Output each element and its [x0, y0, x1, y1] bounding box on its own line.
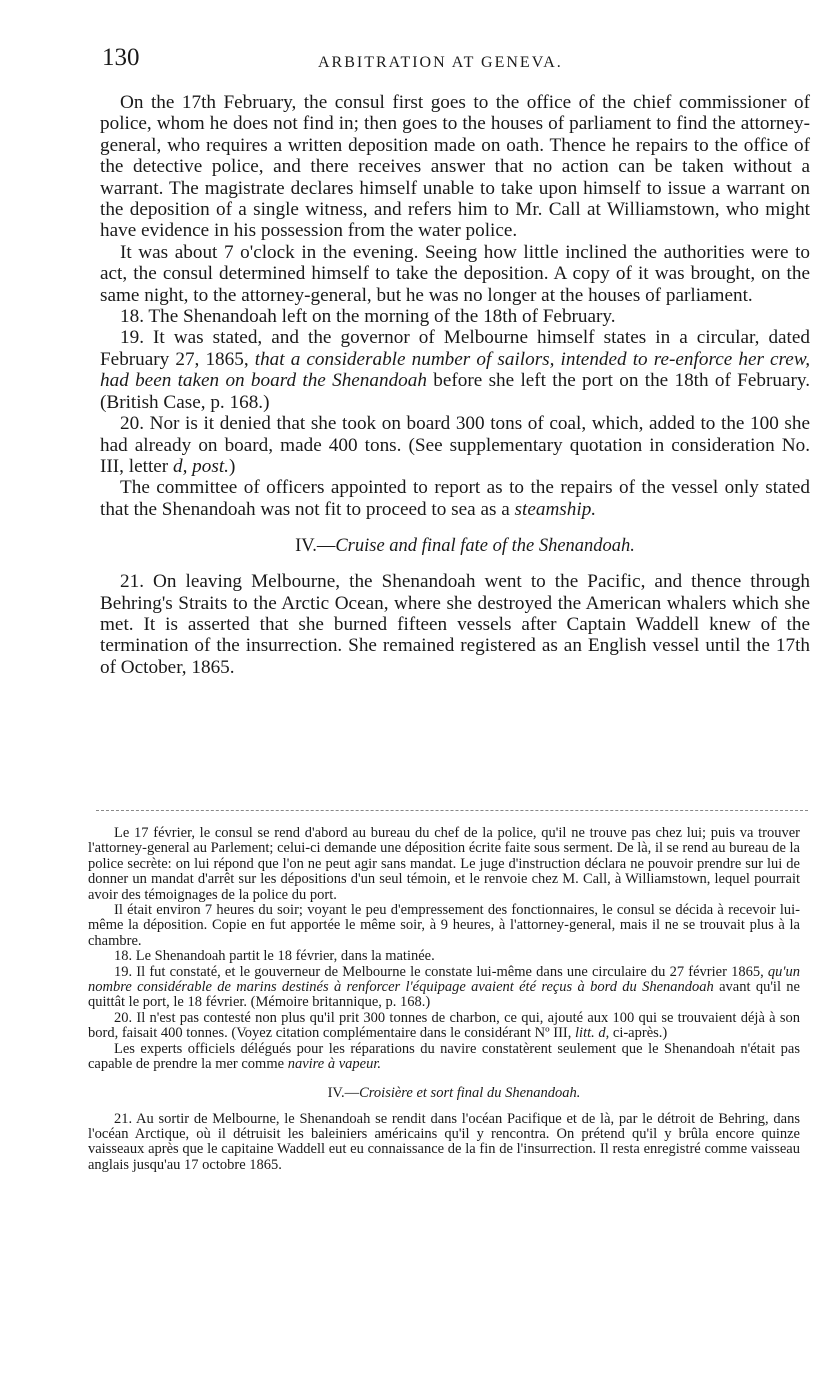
paragraph-text: 19. It was stated, and the governor of Melbourne himself states in a circular, dated February 27, 1865,: [100, 327, 810, 370]
paragraph-text: before she left the port on the 18th of February. (British Case, p. 168.): [100, 370, 810, 413]
paragraph: 21. On leaving Melbourne, the Shenandoah went to the Pacific, and thence through Behring's Straits to the Arctic Ocean, where she destroyed the American whalers which she met. It is asserted that she burned fifteen vessels after Captain Waddell knew of the termination of the insurrection. She remained registered as an English vessel until the 17th of October, 1865.: [100, 571, 810, 678]
italic-quote: qu'un nombre considérable de marins destinés à renforcer l'équipage avaient été reçus à bord du Shenandoah: [88, 963, 800, 996]
paragraph-text: avant qu'il ne quittât le port, le 18 février. (Mémoire britannique, p. 168.): [88, 979, 800, 1011]
paragraph: [100, 477, 810, 520]
italic-reference: litt. d,: [575, 1025, 610, 1042]
paragraph: 18. The Shenandoah left on the morning of the 18th of February.: [120, 306, 616, 328]
paragraph: Le 17 février, le consul se rend d'abord au bureau du chef de la police, qu'il ne trouve pas chez lui; puis va trouver l'attorney-general au Parlement; celui-ci demande une déposition écrite faite sous serment. De là, il se rend au bureau de la police secrète: on lui répond que l'on ne peut agir sans mandat. Le juge d'instruction déclara ne pouvoir prendre sur lui de donner un mandat d'arrêt sur les dépositions d'un seul témoin, et le renvoie chez M. Call, à Williamstown, lequel pourrait avoir des témoignages de la police du port.: [88, 825, 800, 903]
paragraph: 18. Le Shenandoah partit le 18 février, dans la matinée.: [114, 948, 435, 965]
paragraph-text: Les experts officiels délégués pour les réparations du navire constatèrent seulement que le Shenandoah n'était pas capable de prendre la mer comme: [88, 1040, 800, 1073]
french-translation: [88, 826, 800, 1173]
paragraph-text: ): [228, 455, 236, 477]
section-heading: [100, 536, 810, 557]
paragraph: [88, 1042, 800, 1073]
section-title: Cruise and final fate of the Shenandoah.: [335, 536, 635, 557]
section-number: IV.—: [327, 1084, 360, 1101]
italic-word: navire à vapeur.: [287, 1056, 381, 1073]
paragraph: On the 17th February, the consul first goes to the office of the chief commissioner of police, whom he does not find in; then goes to the houses of parliament to find the attorney-general, who requires a written deposition made on oath. Thence he repairs to the office of the detective police, and there receives answer that no action can be taken without a warrant. The magistrate declares himself unable to take upon himself to issue a warrant on the deposition of a single witness, and refers him to Mr. Call at Williamstown, who might have evidence in his possession from the water police.: [100, 92, 810, 242]
page-header: [102, 44, 808, 80]
separator-rule: [96, 810, 808, 811]
italic-word: steamship.: [514, 498, 597, 520]
paragraph: It was about 7 o'clock in the evening. Seeing how little inclined the authorities were to act, the consul determined himself to take the deposition. A copy of it was brought, on the same night, to the attorney-general, but he was no longer at the houses of parliament.: [100, 241, 810, 306]
italic-reference: d, post.: [172, 455, 229, 477]
paragraph: Il était environ 7 heures du soir; voyant le peu d'empressement des fonctionnaires, le consul se décida à recevoir lui-même la déposition. Copie en fut apportée le même soir, à 9 heures, à l'attorney-general, mais il ne se trouvait plus à la chambre.: [88, 902, 800, 949]
paragraph: [88, 1011, 800, 1042]
paragraph-text: 20. Il n'est pas contesté non plus qu'il prit 300 tonnes de charbon, ce qui, ajouté aux 100 qui se trouvaient déjà à son bord, faisait 400 tonnes. (Voyez citation complémentaire dans le considérant Nº III,: [88, 1009, 800, 1042]
italic-quote: that a considerable number of sailors, intended to re-enforce her crew, had been taken on board the Shenandoah: [100, 348, 810, 392]
section-number: IV.—: [295, 536, 336, 557]
paragraph-text: ci-après.): [609, 1025, 668, 1042]
paragraph: 21. Au sortir de Melbourne, le Shenandoah se rendit dans l'océan Pacifique et de là, par le détroit de Behring, dans l'océan Arctique, où il détruisit les baleiniers américains qu'il y rencontra. On prétend qu'il y brûla encore quinze vaisseaux après que le capitaine Waddell eut eu connaissance de la fin de l'insurrection. Il resta enregistré comme vaisseau anglais jusqu'au 17 octobre 1865.: [88, 1110, 800, 1173]
english-text: [100, 92, 810, 678]
paragraph: [100, 413, 810, 477]
paragraph-text: The committee of officers appointed to report as to the repairs of the vessel only stated that the Shenandoah was not fit to proceed to sea as a: [100, 477, 810, 520]
running-title: ARBITRATION AT GENEVA.: [318, 54, 563, 71]
section-title: Croisière et sort final du Shenandoah.: [359, 1084, 581, 1101]
paragraph: [88, 965, 800, 1011]
paragraph: [100, 327, 810, 413]
paragraph-text: 19. Il fut constaté, et le gouverneur de Melbourne le constate lui-même dans une circulaire du 27 février 1865,: [114, 963, 768, 980]
page-number: 130: [102, 44, 140, 71]
section-heading: [88, 1085, 800, 1102]
paragraph-text: 20. Nor is it denied that she took on board 300 tons of coal, which, added to the 100 she had already on board, made 400 tons. (See supplementary quotation in consideration No. III, letter: [100, 413, 810, 477]
